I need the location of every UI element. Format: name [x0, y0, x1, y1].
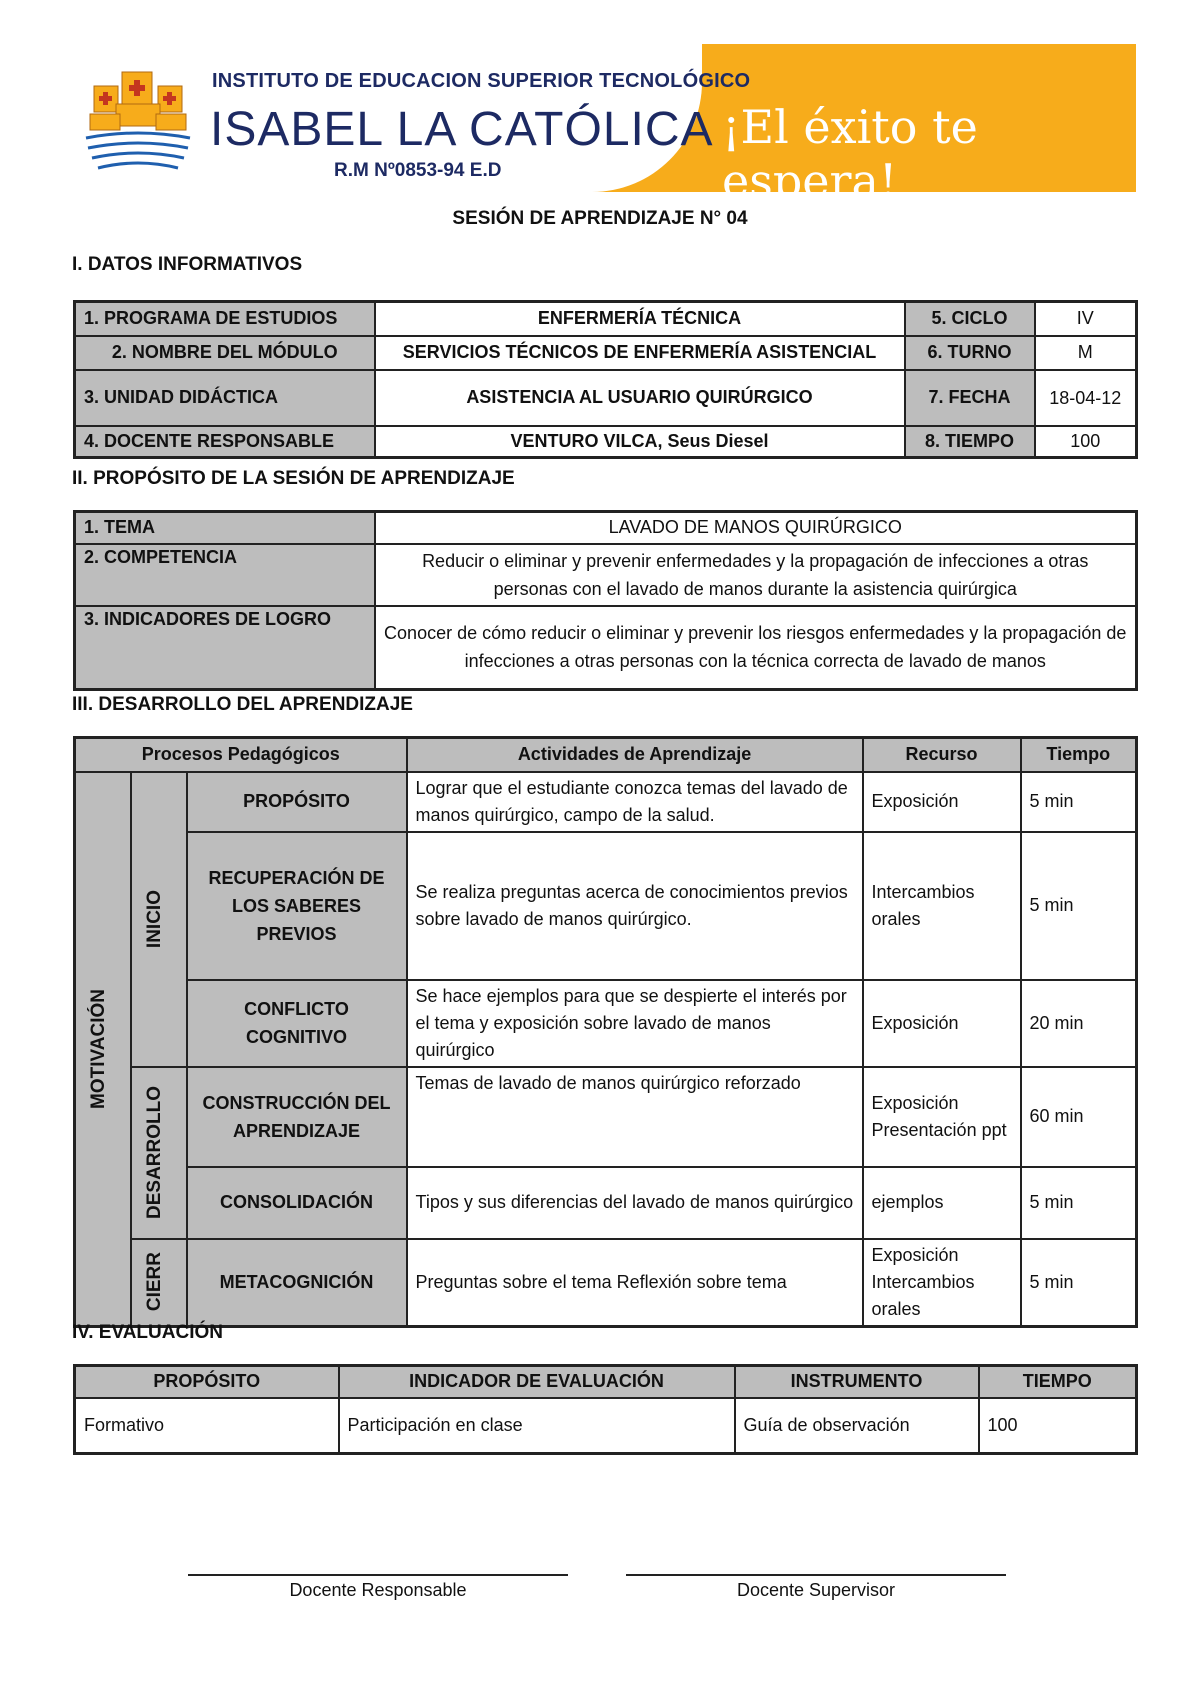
institute-line: INSTITUTO DE EDUCACION SUPERIOR TECNOLÓGICO — [212, 70, 751, 92]
tiempo-cell: 5 min — [1021, 772, 1137, 832]
label-cell: 1. TEMA — [75, 512, 375, 544]
label-cell: 5. CICLO — [905, 302, 1035, 336]
label-cell: 8. TIEMPO — [905, 426, 1035, 458]
tiempo-cell: 5 min — [1021, 832, 1137, 980]
slogan: ¡El éxito te espera! — [722, 100, 978, 208]
header-cell: Recurso — [863, 738, 1021, 772]
tiempo-cell: 60 min — [1021, 1067, 1137, 1167]
table-row — [75, 544, 1137, 606]
section-1-heading: I. DATOS INFORMATIVOS — [72, 254, 303, 275]
header-cell: Procesos Pedagógicos — [75, 738, 407, 772]
label-cell: 2. COMPETENCIA — [75, 544, 375, 606]
header-cell: Tiempo — [1021, 738, 1137, 772]
header-banner — [72, 44, 1136, 208]
proposito-value: Formativo — [75, 1398, 339, 1454]
evaluacion-table — [73, 1364, 1138, 1455]
value-cell: M — [1035, 336, 1137, 370]
value-cell: ENFERMERÍA TÉCNICA — [375, 302, 905, 336]
proceso-cell: CONFLICTO COGNITIVO — [187, 980, 407, 1067]
header-cell: INSTRUMENTO — [735, 1366, 979, 1398]
cierre-cell — [131, 1239, 187, 1327]
proceso-cell: CONSOLIDACIÓN — [187, 1167, 407, 1239]
signature-line-right — [626, 1574, 1006, 1576]
table-row — [75, 370, 1137, 426]
signature-line-left — [188, 1574, 568, 1576]
value-cell: VENTURO VILCA, Seus Diesel — [375, 426, 905, 458]
recurso-cell: Intercambios orales — [863, 832, 1021, 980]
table-row — [75, 980, 1137, 1067]
label-cell: 1. PROGRAMA DE ESTUDIOS — [75, 302, 375, 336]
table-row — [75, 772, 1137, 832]
label-cell: 7. FECHA — [905, 370, 1035, 426]
value-cell: ASISTENCIA AL USUARIO QUIRÚRGICO — [375, 370, 905, 426]
tiempo-cell: 5 min — [1021, 1239, 1137, 1327]
actividad-cell: Se realiza preguntas acerca de conocimientos previos sobre lavado de manos quirúrgico. — [407, 832, 863, 980]
section-2-heading: II. PROPÓSITO DE LA SESIÓN DE APRENDIZAJE — [72, 468, 515, 489]
header-cell: TIEMPO — [979, 1366, 1137, 1398]
table-header-row — [75, 1366, 1137, 1398]
label-cell: 2. NOMBRE DEL MÓDULO — [75, 336, 375, 370]
tiempo-cell: 20 min — [1021, 980, 1137, 1067]
inicio-cell — [131, 772, 187, 1067]
institute-name: ISABEL LA CATÓLICA — [210, 103, 714, 156]
section-4-heading: IV. EVALUACIÓN — [72, 1322, 223, 1343]
table-row — [75, 336, 1137, 370]
proceso-cell: METACOGNICIÓN — [187, 1239, 407, 1327]
recurso-cell: Exposición Intercambios orales — [863, 1239, 1021, 1327]
table-row — [75, 512, 1137, 544]
tiempo-cell: 5 min — [1021, 1167, 1137, 1239]
header-cell: PROPÓSITO — [75, 1366, 339, 1398]
recurso-cell: Exposición — [863, 772, 1021, 832]
institute-rm: R.M Nº0853-94 E.D — [334, 160, 502, 181]
cierre-label: CIERR — [143, 1252, 165, 1312]
table-row — [75, 426, 1137, 458]
value-cell: 100 — [1035, 426, 1137, 458]
desarrollo-label: DESARROLLO — [143, 1086, 165, 1219]
recurso-cell: Exposición — [863, 980, 1021, 1067]
actividad-cell: Se hace ejemplos para que se despierte el interés por el tema y exposición sobre lavado de manos quirúrgico — [407, 980, 863, 1067]
recurso-cell: Exposición Presentación ppt — [863, 1067, 1021, 1167]
section-3-heading: III. DESARROLLO DEL APRENDIZAJE — [72, 694, 413, 715]
header-cell: Actividades de Aprendizaje — [407, 738, 863, 772]
tiempo-value: 100 — [979, 1398, 1137, 1454]
inicio-label: INICIO — [143, 889, 165, 949]
actividad-cell: Temas de lavado de manos quirúrgico reforzado — [407, 1067, 863, 1167]
label-cell: 3. INDICADORES DE LOGRO — [75, 606, 375, 690]
proposito-table — [73, 510, 1138, 691]
actividad-cell: Preguntas sobre el tema Reflexión sobre tema — [407, 1239, 863, 1327]
desarrollo-cell — [131, 1067, 187, 1239]
proceso-cell: PROPÓSITO — [187, 772, 407, 832]
recurso-cell: ejemplos — [863, 1167, 1021, 1239]
value-cell: LAVADO DE MANOS QUIRÚRGICO — [375, 512, 1137, 544]
desarrollo-table — [73, 736, 1138, 1328]
motivacion-cell — [75, 772, 131, 1327]
datos-informativos-table — [73, 300, 1138, 459]
institute-logo — [82, 62, 194, 180]
motivacion-label: MOTIVACIÓN — [88, 988, 109, 1109]
table-header-row — [75, 738, 1137, 772]
actividad-cell: Tipos y sus diferencias del lavado de manos quirúrgico — [407, 1167, 863, 1239]
label-cell: 3. UNIDAD DIDÁCTICA — [75, 370, 375, 426]
indicador-value: Participación en clase — [339, 1398, 735, 1454]
table-row — [75, 606, 1137, 690]
header-cell: INDICADOR DE EVALUACIÓN — [339, 1366, 735, 1398]
table-row — [75, 302, 1137, 336]
value-cell: Conocer de cómo reducir o eliminar y prevenir los riesgos enfermedades y la propagación de infecciones a otras personas con la técnica correcta de lavado de manos — [375, 606, 1137, 690]
table-row — [75, 1067, 1137, 1167]
proceso-cell: CONSTRUCCIÓN DEL APRENDIZAJE — [187, 1067, 407, 1167]
table-row — [75, 1167, 1137, 1239]
actividad-cell: Lograr que el estudiante conozca temas del lavado de manos quirúrgico, campo de la salud. — [407, 772, 863, 832]
value-cell: 18-04-12 — [1035, 370, 1137, 426]
session-title: SESIÓN DE APRENDIZAJE N° 04 — [452, 208, 748, 229]
table-row — [75, 1239, 1137, 1327]
proceso-cell: RECUPERACIÓN DE LOS SABERES PREVIOS — [187, 832, 407, 980]
value-cell: Reducir o eliminar y prevenir enfermedades y la propagación de infecciones a otras personas con el lavado de manos durante la asistencia quirúrgica — [375, 544, 1137, 606]
signature-right-label: Docente Supervisor — [736, 1580, 896, 1600]
instrumento-value: Guía de observación — [735, 1398, 979, 1454]
table-row — [75, 1398, 1137, 1454]
table-row — [75, 832, 1137, 980]
value-cell: IV — [1035, 302, 1137, 336]
signature-left-label: Docente Responsable — [289, 1580, 467, 1600]
value-cell: SERVICIOS TÉCNICOS DE ENFERMERÍA ASISTENCIAL — [375, 336, 905, 370]
label-cell: 6. TURNO — [905, 336, 1035, 370]
label-cell: 4. DOCENTE RESPONSABLE — [75, 426, 375, 458]
